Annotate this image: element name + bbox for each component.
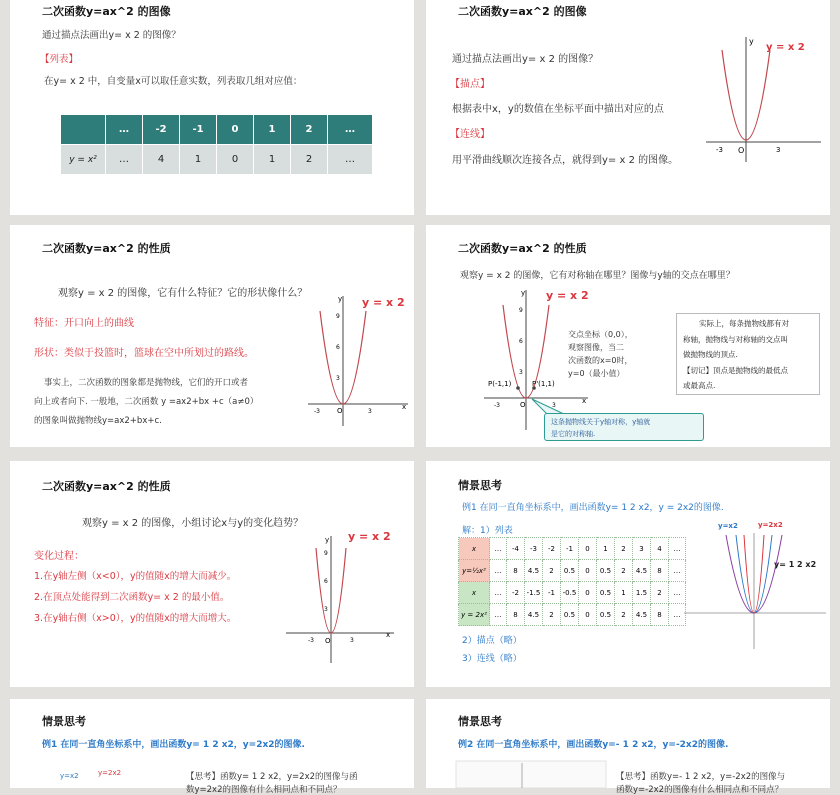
table-cell: … [669,538,686,560]
vertex-note-line: 次函数的x=0时， [568,356,633,365]
table-cell: 8 [651,604,669,626]
table-cell: 0 [579,538,597,560]
slide-title: 二次函数y=ax^2 的性质 [458,242,587,255]
table-cell: 2 [615,560,633,582]
process-item: 3.在y轴右侧（x>0），y的值随x的增大而增大。 [34,613,237,624]
slide-title: 二次函数y=ax^2 的性质 [42,242,171,255]
info-box [676,313,820,395]
table-cell: 0.5 [597,560,615,582]
slide-text: 用平滑曲线顺次连接各点，就得到y= x 2 的图像。 [452,155,679,166]
info-line: 实际上，每条抛物线都有对 [699,319,789,328]
tick-label: 6 [519,338,523,345]
table-cell: 4.5 [525,560,543,582]
axis-label: y [521,289,526,297]
axis-label: y [749,37,754,46]
section-tag: 【列表】 [40,54,79,65]
origin-label: O [325,637,331,645]
parabola-graph [308,291,412,431]
info-line: 做抛物线的顶点. [683,350,738,359]
table-cell: 8 [507,560,525,582]
tick-label: 9 [324,550,328,557]
curve-label: y=x2 [60,772,79,780]
table-cell: -2 [143,115,180,145]
vertex-note-line: y=0（最小值） [568,369,625,378]
think-text: 【思考】函数y=- 1 2 x2，y=-2x2的图像与 [616,772,786,782]
table-cell: … [328,115,373,145]
table-cell: 4.5 [633,560,651,582]
think-text: 函数y=-2x2的图像有什么相同点和不同点？ [616,785,784,795]
multi-parabola-graph [684,531,826,651]
parabola-graph [706,32,826,162]
slide-text: 根据表中x，y的数值在坐标平面中描出对应的点 [452,104,664,115]
step-text: 3）连线（略） [462,654,522,664]
axis-label: x [402,403,407,411]
axis-label: y [325,536,330,544]
table-cell: 0 [217,145,254,175]
tick-label: 3 [552,402,556,409]
symmetry-callout [544,413,704,441]
callout-line: 是它的对称轴. [551,430,596,438]
table-cell: … [490,560,507,582]
table-cell: 1 [180,145,217,175]
slide-title: 情景思考 [42,715,86,728]
table-cell: 1.5 [633,582,651,604]
step-text: 2）描点（略） [462,636,522,646]
table-cell: … [490,538,507,560]
curve-label: y=x2 [718,522,738,530]
row-header: y = 2x² [459,604,490,626]
table-cell: … [106,145,143,175]
tick-label: 9 [336,313,340,320]
table-cell: -3 [525,538,543,560]
slide-3[interactable] [10,225,414,447]
slide-text: 在y= x 2 中，自变量x可以取任意实数，列表取几组对应值： [44,76,303,87]
slide-title: 二次函数y=ax^2 的图像 [458,5,587,18]
slide-2[interactable] [426,0,830,215]
table-cell: 2 [615,604,633,626]
table-cell: … [669,604,686,626]
table-cell: … [669,560,686,582]
slide-title: 情景思考 [458,715,502,728]
axis-label: x [582,397,587,405]
vertex-note-line: 观察图像，当二 [568,343,624,352]
tick-label: -3 [308,637,314,644]
slide-title: 二次函数y=ax^2 的图像 [42,5,171,18]
table-cell: 8 [651,560,669,582]
table-cell: … [490,582,507,604]
slide-1[interactable] [10,0,414,215]
table-cell: 0.5 [561,604,579,626]
axis-label: y [338,295,343,303]
info-line: 【切记】顶点是抛物线的最低点 [683,365,788,375]
tick-label: 3 [368,408,372,415]
table-cell: -1 [561,538,579,560]
curve-label: y = x 2 [766,42,805,53]
slide-text: 的图象叫做抛物线y=ax2+bx+c. [34,416,162,426]
table-cell: 2 [615,538,633,560]
table-cell: -1 [543,582,561,604]
table-cell: -2 [507,582,525,604]
example-text: 例2 在同一直角坐标系中，画出函数y=- 1 2 x2，y=-2x2的图像. [458,740,729,750]
info-line: 称轴，抛物线与对称轴的交点叫 [683,334,788,344]
table-cell: 0.5 [597,582,615,604]
slide-text: 观察y = x 2 的图像，小组讨论x与y的变化趋势？ [82,518,304,529]
table-cell: 2 [291,115,328,145]
table-cell: -1 [180,115,217,145]
curve-label: y = x 2 [362,296,405,309]
row-header: y=½x² [459,560,490,582]
info-line: 或最高点. [683,381,716,390]
table-cell: 8 [507,604,525,626]
curve-label: y= 1 2 x2 [774,560,817,569]
table-cell: … [328,145,373,175]
table-cell: 0.5 [597,604,615,626]
slide-4[interactable] [426,225,830,447]
tick-label: 3 [776,146,781,154]
vertex-note-line: 交点坐标（0,0）， [568,330,633,339]
think-text: 数y=2x2的图像有什么相同点和不同点？ [186,785,342,795]
origin-label: O [337,407,343,415]
table-cell: -2 [543,538,561,560]
table-cell: -1.5 [525,582,543,604]
step-text: 解：1）列表 [462,526,513,536]
table-cell: 1 [597,538,615,560]
curve-label: y = x 2 [546,289,589,302]
point-label: P'(1,1) [532,380,555,388]
slide-text: 通过描点法画出y= x 2 的图像？ [452,54,599,65]
table-cell: 1 [615,582,633,604]
tick-label: 6 [336,344,340,351]
table-cell: -0.5 [561,582,579,604]
slide-text: 观察y = x 2 的图像，它有对称轴在哪里？图像与y轴的交点在哪里？ [460,271,735,281]
tick-label: 9 [519,307,523,314]
origin-label: O [738,146,745,155]
table-cell: 0 [579,604,597,626]
slide-title: 情景思考 [458,479,502,492]
tick-label: -3 [494,402,500,409]
value-table [60,114,373,175]
slide-6[interactable] [426,461,830,687]
table-cell: … [490,604,507,626]
table-cell: 0 [217,115,254,145]
table-cell: 2 [291,145,328,175]
table-cell: … [106,115,143,145]
table-cell: -4 [507,538,525,560]
table-cell: 4 [143,145,180,175]
example-text: 例1 在同一直角坐标系中，画出函数y= 1 2 x2，y = 2x2的图像. [462,503,724,513]
tick-label: 3 [519,369,523,376]
point-label: P(-1,1) [488,380,512,388]
curve-label: y=2x2 [758,521,783,529]
curve-label: y=2x2 [98,769,122,777]
process-item: 1.在y轴左侧（x<0），y的值随x的增大而减少。 [34,571,237,582]
example-text: 例1 在同一直角坐标系中，画出函数y= 1 2 x2，y=2x2的图像. [42,740,305,750]
table-cell: 2 [543,604,561,626]
table-cell: 1 [254,115,291,145]
slide-text: 向上或者向下. 一般地，二次函数 y =ax2+bx +c（a≠0） [34,397,259,407]
parabola-graph [286,533,396,663]
shape-text: 形状：类似于投篮时，篮球在空中所划过的路线。 [34,348,254,359]
row-header: x [459,582,490,604]
table-cell: y = x² [61,145,106,175]
table-cell: 0 [579,560,597,582]
slide-7[interactable] [10,699,414,795]
values-table [458,537,686,626]
slide-title: 二次函数y=ax^2 的性质 [42,480,171,493]
table-cell: 3 [633,538,651,560]
tick-label: 3 [324,606,328,613]
curve-label: y = x 2 [348,530,391,543]
table-cell: 4 [651,538,669,560]
table-cell: 0 [579,582,597,604]
callout-line: 这条抛物线关于y轴对称，y轴就 [551,418,651,426]
slide-5[interactable] [10,461,414,687]
slide-8[interactable] [426,699,830,795]
process-heading: 变化过程： [34,551,84,562]
graph-fragment [456,761,606,788]
table-cell: 2 [543,560,561,582]
tick-label: 3 [350,637,354,644]
table-cell: 1 [254,145,291,175]
section-tag: 【描点】 [450,79,490,90]
table-cell: 4.5 [525,604,543,626]
table-cell: 0.5 [561,560,579,582]
slide-text: 事实上，二次函数的图象都是抛物线，它们的开口或者 [44,378,249,388]
origin-label: O [520,401,526,409]
table-cell: … [669,582,686,604]
slide-text: 观察y = x 2 的图像，它有什么特征？它的形状像什么？ [58,288,308,299]
tick-label: 6 [324,578,328,585]
tick-label: -3 [314,408,320,415]
tick-label: 3 [336,375,340,382]
table-cell: 4.5 [633,604,651,626]
tick-label: -3 [716,146,723,154]
slide-text: 通过描点法画出y= x 2 的图像？ [42,30,181,41]
table-cell: 2 [651,582,669,604]
point-marker [516,386,520,390]
process-item: 2.在顶点处能得到二次函数y= x 2 的最小值。 [34,592,230,603]
axis-label: x [386,631,391,639]
feature-text: 特征：开口向上的曲线 [34,318,134,329]
row-header: x [459,538,490,560]
think-text: 【思考】函数y= 1 2 x2，y=2x2的图像与函 [186,772,358,782]
section-tag: 【连线】 [450,129,490,140]
